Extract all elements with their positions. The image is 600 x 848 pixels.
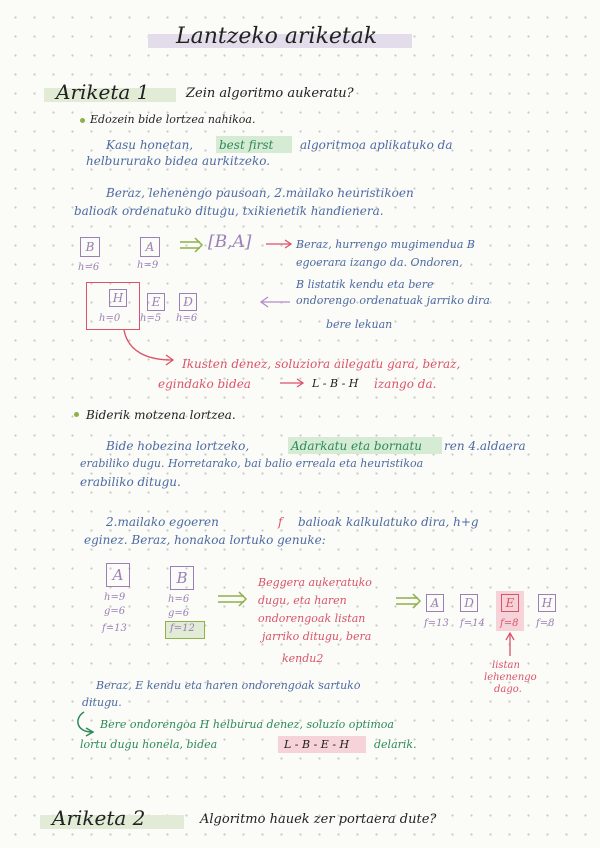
ariketa2-question: Algoritmo hauek zer portaera dute? bbox=[200, 812, 437, 827]
p3-line1-b: ren 4.aldaera bbox=[444, 439, 526, 453]
list-node-h: H bbox=[538, 594, 556, 612]
list-node-a: A bbox=[426, 594, 444, 612]
note2-line3: dago. bbox=[494, 684, 522, 695]
conclusion-line1: Ikusten denez, soluziora ailegatu gara, beraz, bbox=[182, 357, 461, 371]
double-arrow-icon bbox=[396, 594, 420, 608]
p4-line2: eginez. Beraz, honakoa lortuko genuke: bbox=[84, 533, 326, 547]
mid-line1: Beggera aukeratuko bbox=[258, 576, 372, 589]
node-a2-f: f=13 bbox=[102, 623, 127, 634]
p6-line1: Bere ondorengoa H helburua denez, soluzio optimoa bbox=[100, 718, 394, 731]
conclusion-line2-a: egindako bidea bbox=[158, 377, 251, 391]
p4-f: f bbox=[278, 515, 283, 529]
note-line5: bere lekuan bbox=[326, 318, 393, 331]
node-b2-h: h=6 bbox=[168, 594, 190, 605]
bullet1-text: Edozein bide lortzea nahikoa. bbox=[90, 113, 256, 126]
node-h-h: h=0 bbox=[99, 313, 121, 324]
note-line1: Beraz, hurrengo mugimendua B bbox=[296, 238, 476, 251]
ariketa1-heading: Ariketa 1 bbox=[56, 80, 150, 104]
node-a2-g: g=6 bbox=[104, 606, 126, 617]
node-b: B bbox=[80, 237, 100, 257]
node-d-h: h=6 bbox=[176, 313, 198, 324]
adarkatu-text: Adarkatu eta bornatu bbox=[291, 439, 422, 453]
ariketa2-heading: Ariketa 2 bbox=[52, 806, 146, 830]
node-d: D bbox=[179, 293, 197, 311]
list-node-e: E bbox=[501, 594, 519, 612]
list-node-a-f: f=13 bbox=[424, 618, 449, 629]
node-b2: B bbox=[170, 566, 194, 590]
curved-arrow-icon bbox=[78, 712, 93, 736]
mid-line3: ondorengoak listan bbox=[258, 612, 366, 625]
mid-line4: jarriko ditugu, bera bbox=[262, 630, 372, 643]
double-arrow-icon bbox=[180, 238, 202, 252]
arrow-right-icon bbox=[266, 240, 291, 248]
conclusion-line2-b: izango da. bbox=[374, 377, 437, 391]
ariketa1-question: Zein algoritmo aukeratu? bbox=[186, 86, 354, 101]
note2-line2: lehenengo bbox=[484, 672, 537, 683]
list-ba: [B,A] bbox=[208, 232, 252, 252]
node-b-h: h=6 bbox=[78, 262, 100, 273]
node-b2-g: g=6 bbox=[168, 608, 190, 619]
node-a-h: h=9 bbox=[137, 260, 159, 271]
p4-line1-b: balioak kalkulatuko dira, h+g bbox=[298, 515, 479, 529]
p3-line2: erabiliko dugu. Horretarako, bai balio erreala eta heuristikoa bbox=[80, 457, 424, 470]
mid-line2: dugu, eta haren bbox=[258, 594, 347, 607]
node-e-h: h=5 bbox=[140, 313, 162, 324]
note-line2: egoerara izango da. Ondoren, bbox=[296, 256, 463, 269]
node-a2: A bbox=[106, 563, 130, 587]
p5-line2: ditugu. bbox=[82, 696, 122, 709]
p1-line2: helbururako bidea aurkitzeko. bbox=[86, 154, 271, 168]
p2-line1: Beraz, lehenengo pausoan, 2.mailako heuristikoen bbox=[106, 186, 414, 200]
p6-line2-a: lortu dugu honela, bidea bbox=[80, 738, 218, 751]
arrow-up-icon bbox=[506, 633, 514, 656]
conclusion-path: L - B - H bbox=[312, 377, 359, 390]
node-b2-f: f=12 bbox=[170, 623, 195, 634]
p2-line2: balioak ordenatuko ditugu, txikienetik handienera. bbox=[74, 204, 384, 218]
list-node-e-f: f=8 bbox=[500, 618, 519, 629]
p4-line1-a: 2.mailako egoeren bbox=[106, 515, 219, 529]
arrow-right-icon bbox=[280, 379, 303, 387]
note2-line1: listan bbox=[492, 660, 520, 671]
node-e: E bbox=[147, 293, 165, 311]
bullet2-text: Biderik motzena lortzea. bbox=[86, 408, 236, 422]
note-line4: ondorengo ordenatuak jarriko dira bbox=[296, 294, 490, 307]
p3-line3: erabiliko ditugu. bbox=[80, 475, 181, 489]
p6-line2-b: delarik. bbox=[374, 738, 417, 751]
p5-line1: Beraz, E kendu eta haren ondorengoak sartuko bbox=[96, 679, 361, 692]
best-first-text: best first bbox=[219, 138, 274, 152]
arrow-left-icon bbox=[261, 297, 290, 307]
node-a2-h: h=9 bbox=[104, 592, 126, 603]
mid-line5: kendu2 bbox=[282, 652, 324, 665]
node-a: A bbox=[140, 237, 160, 257]
p1-line1-a: Kasu honetan, bbox=[106, 138, 194, 152]
list-node-h-f: f=8 bbox=[536, 618, 555, 629]
double-arrow-icon bbox=[218, 592, 246, 606]
p1-line1-b: algoritmoa aplikatuko da bbox=[300, 138, 453, 152]
curved-arrow-icon bbox=[124, 330, 173, 365]
final-path: L - B - E - H bbox=[284, 738, 350, 751]
node-h: H bbox=[109, 289, 127, 307]
note-line3: B listatik kendu eta bere bbox=[296, 278, 434, 291]
page-title: Lantzeko ariketak bbox=[176, 24, 378, 49]
p3-line1-a: Bide hobezina lortzeko, bbox=[106, 439, 250, 453]
list-node-d-f: f=14 bbox=[460, 618, 485, 629]
list-node-d: D bbox=[460, 594, 478, 612]
